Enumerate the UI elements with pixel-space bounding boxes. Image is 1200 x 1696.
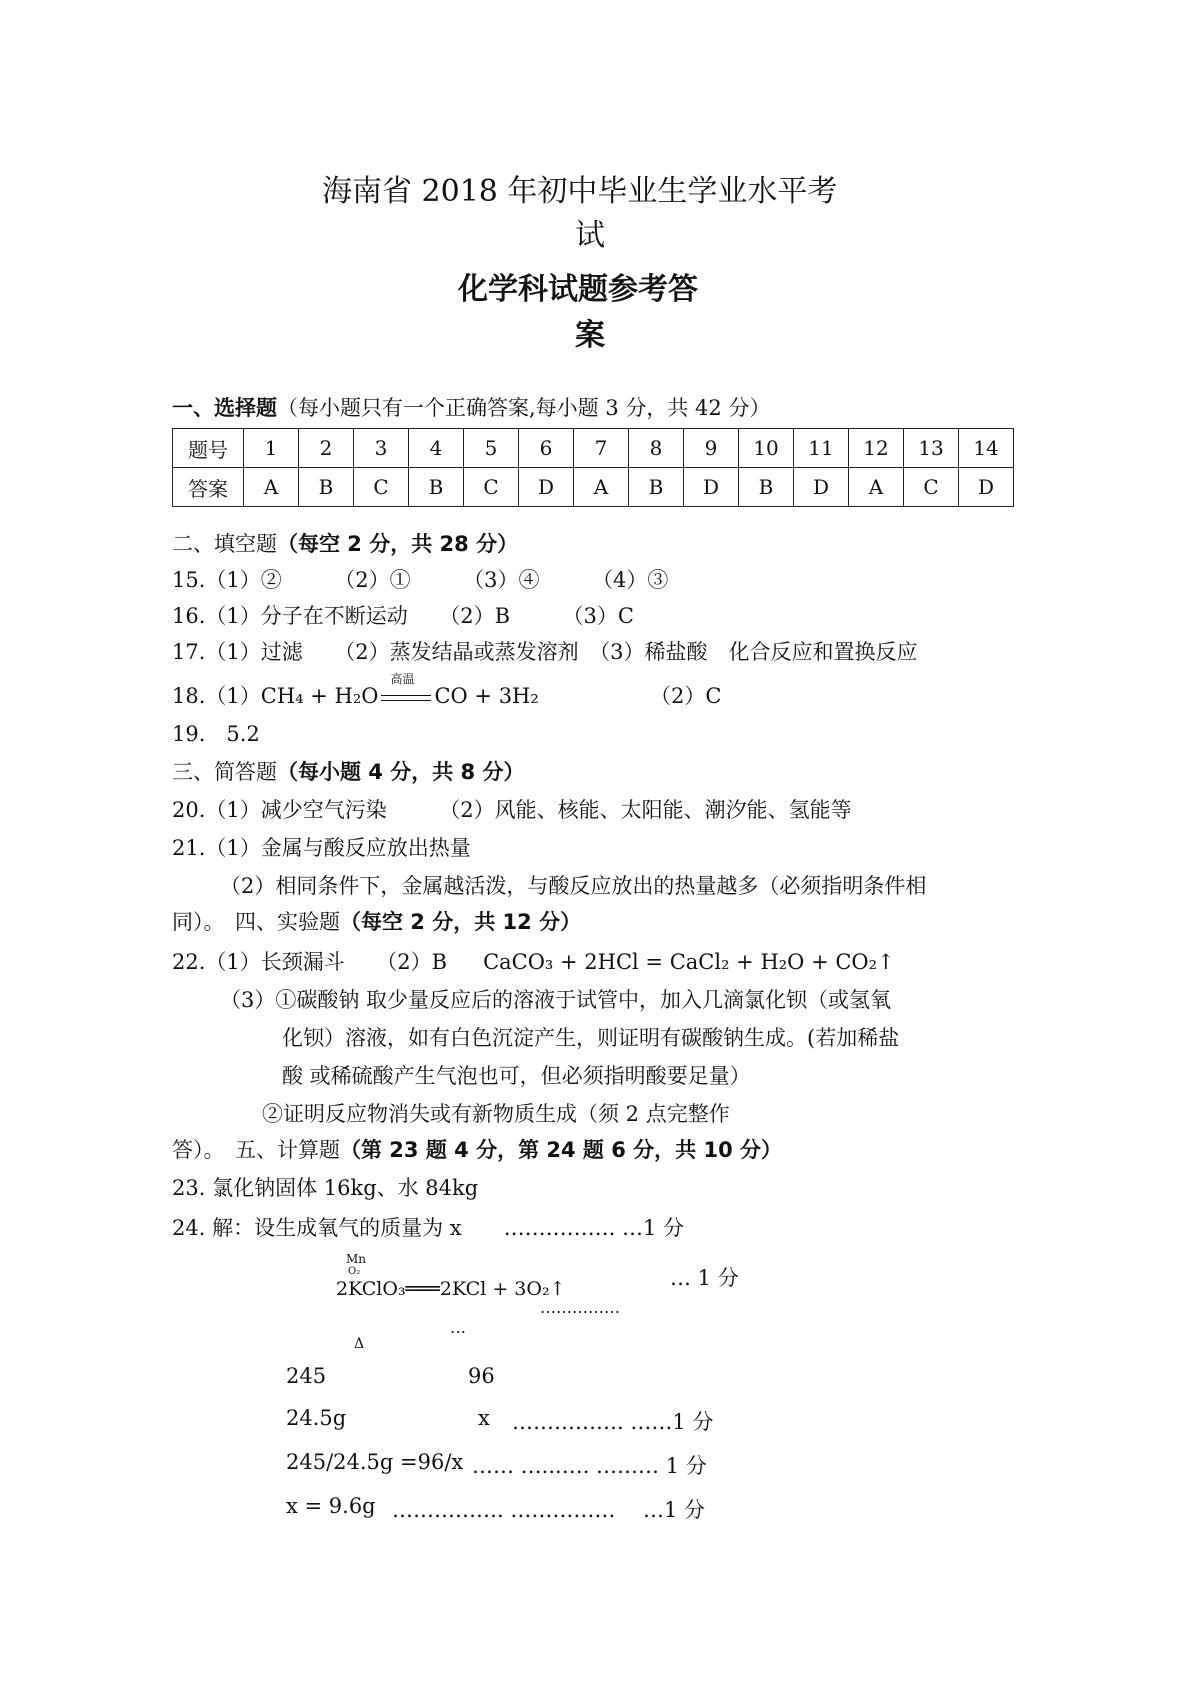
table-cell: D: [684, 468, 739, 507]
table-cell: 9: [684, 429, 739, 468]
heat-symbol: Δ: [354, 1336, 365, 1352]
answer-q21-part2: （2）相同条件下，金属越活泼，与酸反应放出的热量越多（必须指明条件相: [220, 874, 927, 898]
table-row-numbers: [173, 429, 1014, 468]
table-cell: A: [574, 468, 629, 507]
answer-q22-part6: 答）。: [172, 1138, 214, 1162]
table-cell: 4: [409, 429, 464, 468]
q24-mass-score: ……………. ……1 分: [512, 1410, 714, 1434]
table-cell: C: [904, 468, 959, 507]
section-2-note: （每空 2 分，共 28 分）: [277, 532, 519, 556]
section-5-note: （第 23 题 4 分，第 24 题 6 分，共 10 分）: [340, 1138, 783, 1162]
q24-equation-score: … 1 分: [670, 1266, 739, 1290]
table-cell: B: [739, 468, 794, 507]
table-cell: 13: [904, 429, 959, 468]
answer-q23: 23. 氯化钠固体 16kg、水 84kg: [172, 1176, 479, 1200]
section-5-label: 五、计算题: [235, 1138, 340, 1162]
answer-q22-part3: 化钡）溶液，如有白色沉淀产生，则证明有碳酸钠生成。(若加稀盐: [282, 1026, 900, 1050]
catalyst-bottom: O₂: [348, 1266, 361, 1277]
answer-table: [172, 428, 1014, 507]
table-cell: 8: [629, 429, 684, 468]
title-line-1: 海南省 2018 年初中毕业生学业水平考: [322, 174, 838, 209]
table-cell: B: [409, 468, 464, 507]
title-line-2: 试: [575, 218, 605, 253]
table-header-number: 题号: [173, 429, 244, 468]
subtitle-line-1: 化学科试题参考答: [458, 272, 698, 307]
table-cell: 6: [519, 429, 574, 468]
section-1-note: （每小题只有一个正确答案,每小题 3 分，共 42 分）: [277, 396, 771, 420]
table-cell: 7: [574, 429, 629, 468]
q18-products: CO + 3H₂: [434, 684, 539, 708]
q24-result-score: ……………. …………… …1 分: [392, 1498, 706, 1522]
table-cell: A: [849, 468, 904, 507]
section-3-note: （每小题 4 分，共 8 分）: [277, 760, 525, 784]
answer-q22-part2: （3）①碳酸钠 取少量反应后的溶液于试管中，加入几滴氯化钡（或氢氧: [220, 988, 892, 1012]
q24-ratio: 245/24.5g =96/x: [286, 1450, 464, 1474]
answer-q17: 17.（1）过滤 （2）蒸发结晶或蒸发溶剂 （3）稀盐酸 化合反应和置换反应: [172, 640, 918, 664]
table-cell: D: [794, 468, 849, 507]
table-header-answer: 答案: [173, 468, 244, 507]
q18-condition: 高温: [390, 672, 415, 686]
table-cell: 5: [464, 429, 519, 468]
q18-equals-sign: [381, 695, 431, 701]
answer-q22-part4: 酸 或稀硫酸产生气泡也可，但必须指明酸要足量）: [282, 1064, 751, 1088]
section-4-label: 四、实验题: [235, 910, 340, 934]
table-cell: A: [244, 468, 299, 507]
q24-mass: 24.5g: [286, 1406, 347, 1430]
q24-equation-dots: ……………: [540, 1298, 620, 1317]
table-cell: B: [299, 468, 354, 507]
answer-q16: 16.（1）分子在不断运动 （2）B （3）C: [172, 604, 634, 628]
table-cell: 14: [959, 429, 1014, 468]
q18-reactants: CH₄ + H₂O: [260, 684, 379, 708]
q24-equation-dots-2: …: [450, 1318, 466, 1337]
table-cell: D: [959, 468, 1014, 507]
section-1-heading: [172, 392, 770, 422]
answer-q22-part5: ②证明反应物消失或有新物质生成（须 2 点完整作: [262, 1102, 730, 1126]
section-3-label: 三、简答题: [172, 760, 277, 784]
section-2-label: 二、填空题: [172, 532, 277, 556]
catalyst-top: Mn: [346, 1252, 367, 1266]
answer-q20: 20.（1）减少空气污染 （2）风能、核能、太阳能、潮汐能、氢能等: [172, 798, 852, 822]
table-cell: C: [464, 468, 519, 507]
section-3-heading: [172, 756, 524, 786]
q18-prefix: 18.（1）: [172, 684, 261, 708]
q22-prefix: 22.（1）长颈漏斗 （2）B: [172, 950, 448, 974]
table-cell: C: [354, 468, 409, 507]
answer-q22-part1: [172, 946, 895, 976]
q24-result: x = 9.6g: [286, 1494, 376, 1518]
section-2-heading: [172, 528, 518, 558]
answer-q18: [172, 672, 539, 710]
answer-q18-part2: （2）C: [650, 684, 722, 708]
table-cell: 1: [244, 429, 299, 468]
section-5-heading: [172, 1134, 782, 1164]
table-cell: B: [629, 468, 684, 507]
section-4-note: （每空 2 分，共 12 分）: [340, 910, 582, 934]
table-cell: D: [519, 468, 574, 507]
q24-ratio-score: …… …...…. ……… 1 分: [472, 1454, 707, 1478]
q18-arrow: [378, 672, 434, 708]
table-cell: 10: [739, 429, 794, 468]
table-cell: 3: [354, 429, 409, 468]
q24-unknown: x: [478, 1406, 490, 1430]
answer-q15: 15.（1）② （2）① （3）④ （4）③: [172, 568, 669, 592]
table-cell: 11: [794, 429, 849, 468]
answer-q21-part1: 21.（1）金属与酸反应放出热量: [172, 836, 471, 860]
answer-q24-setup: 24. 解：设生成氧气的质量为 x ……………. …1 分: [172, 1216, 684, 1240]
q24-molar-o2: 96: [468, 1364, 495, 1388]
table-row-answers: [173, 468, 1014, 507]
q22-equation: CaCO₃ + 2HCl = CaCl₂ + H₂O + CO₂↑: [483, 950, 895, 974]
q24-molar-kclo3: 245: [286, 1364, 327, 1388]
table-cell: 12: [849, 429, 904, 468]
subtitle-line-2: 案: [575, 318, 605, 353]
table-cell: 2: [299, 429, 354, 468]
section-4-heading: [172, 906, 581, 936]
answer-q21-part3: 同）。: [172, 910, 214, 934]
section-1-label: 一、选择题: [172, 396, 277, 420]
q24-equation: 2KClO₃═══2KCl + 3O₂↑: [336, 1278, 566, 1300]
answer-q19: 19. 5.2: [172, 722, 260, 746]
